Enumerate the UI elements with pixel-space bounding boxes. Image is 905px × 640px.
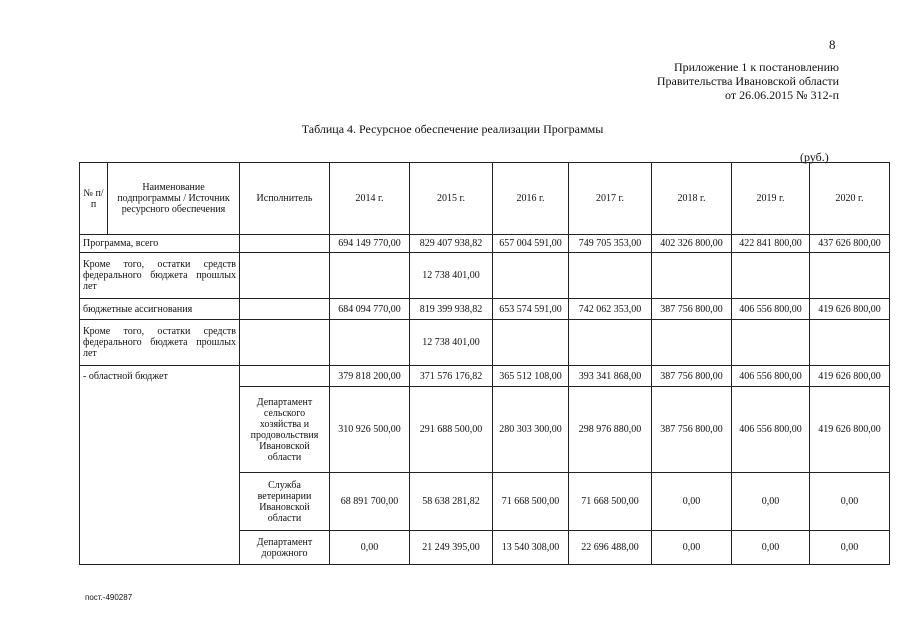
row-name: бюджетные ассигнования — [80, 299, 240, 320]
table-row — [80, 253, 890, 299]
row-executor — [240, 253, 330, 299]
value-cell: 21 249 395,00 — [410, 531, 493, 565]
value-cell: 0,00 — [810, 531, 890, 565]
value-cell: 0,00 — [652, 531, 732, 565]
table-row — [80, 366, 890, 387]
value-cell — [493, 320, 569, 366]
row-executor: Департамент дорожного — [240, 531, 330, 565]
value-cell: 829 407 938,82 — [410, 235, 493, 253]
unit-label: (руб.) — [800, 150, 829, 164]
value-cell: 393 341 868,00 — [569, 366, 652, 387]
value-cell: 71 668 500,00 — [569, 473, 652, 531]
row-executor — [240, 235, 330, 253]
approval-line-2: Правительства Ивановской области — [656, 74, 839, 88]
row-executor — [240, 299, 330, 320]
footer-code: пост.-490287 — [85, 593, 133, 602]
table-row — [80, 299, 890, 320]
header-year: 2018 г. — [652, 163, 732, 235]
header-year: 2017 г. — [569, 163, 652, 235]
value-cell: 406 556 800,00 — [732, 366, 810, 387]
header-year: 2015 г. — [410, 163, 493, 235]
value-cell: 0,00 — [810, 473, 890, 531]
approval-line-1: Приложение 1 к постановлению — [673, 60, 839, 74]
table-row — [80, 320, 890, 366]
value-cell: 71 668 500,00 — [493, 473, 569, 531]
value-cell: 406 556 800,00 — [732, 387, 810, 473]
value-cell — [652, 253, 732, 299]
value-cell: 68 891 700,00 — [330, 473, 410, 531]
value-cell — [569, 320, 652, 366]
value-cell — [493, 253, 569, 299]
value-cell: 402 326 800,00 — [652, 235, 732, 253]
value-cell: 0,00 — [652, 473, 732, 531]
value-cell: 684 094 770,00 — [330, 299, 410, 320]
value-cell: 12 738 401,00 — [410, 253, 493, 299]
value-cell: 387 756 800,00 — [652, 299, 732, 320]
header-year: 2019 г. — [732, 163, 810, 235]
value-cell: 0,00 — [330, 531, 410, 565]
value-cell: 422 841 800,00 — [732, 235, 810, 253]
value-cell: 58 638 281,82 — [410, 473, 493, 531]
header-year: 2014 г. — [330, 163, 410, 235]
row-executor: Департамент сельского хозяйства и продовольствия Ивановской области — [240, 387, 330, 473]
page-number: 8 — [829, 37, 836, 52]
value-cell: 749 705 353,00 — [569, 235, 652, 253]
row-name: - областной бюджет — [80, 366, 240, 387]
row-name: Кроме того, остатки средств федерального бюджета прошлых лет — [80, 253, 240, 299]
row-name: Кроме того, остатки средств федерального бюджета прошлых лет — [80, 320, 240, 366]
value-cell: 387 756 800,00 — [652, 366, 732, 387]
value-cell: 819 399 938,82 — [410, 299, 493, 320]
value-cell: 310 926 500,00 — [330, 387, 410, 473]
row-executor: Служба ветеринарии Ивановской области — [240, 473, 330, 531]
value-cell: 298 976 880,00 — [569, 387, 652, 473]
value-cell — [652, 320, 732, 366]
value-cell — [330, 253, 410, 299]
value-cell: 371 576 176,82 — [410, 366, 493, 387]
table-title: Таблица 4. Ресурсное обеспечение реализации Программы — [301, 122, 604, 136]
header-row — [80, 163, 890, 235]
value-cell — [569, 253, 652, 299]
value-cell — [732, 253, 810, 299]
row-executor — [240, 320, 330, 366]
value-cell: 13 540 308,00 — [493, 531, 569, 565]
value-cell: 365 512 108,00 — [493, 366, 569, 387]
value-cell: 12 738 401,00 — [410, 320, 493, 366]
header-num: № п/п — [80, 163, 108, 235]
value-cell — [330, 320, 410, 366]
resource-table — [79, 162, 890, 565]
value-cell: 437 626 800,00 — [810, 235, 890, 253]
value-cell: 419 626 800,00 — [810, 366, 890, 387]
row-executor — [240, 366, 330, 387]
value-cell: 280 303 300,00 — [493, 387, 569, 473]
row-name: Программа, всего — [80, 235, 240, 253]
value-cell: 0,00 — [732, 473, 810, 531]
row-name — [80, 387, 240, 565]
header-executor: Исполнитель — [240, 163, 330, 235]
value-cell: 694 149 770,00 — [330, 235, 410, 253]
header-year: 2020 г. — [810, 163, 890, 235]
value-cell: 22 696 488,00 — [569, 531, 652, 565]
value-cell: 406 556 800,00 — [732, 299, 810, 320]
value-cell: 653 574 591,00 — [493, 299, 569, 320]
value-cell: 387 756 800,00 — [652, 387, 732, 473]
header-name: Наименование подпрограммы / Источник ресурсного обеспечения — [108, 163, 240, 235]
value-cell: 419 626 800,00 — [810, 299, 890, 320]
value-cell — [810, 253, 890, 299]
approval-note — [559, 60, 839, 102]
table-row — [80, 387, 890, 473]
table-row — [80, 235, 890, 253]
value-cell — [810, 320, 890, 366]
value-cell: 0,00 — [732, 531, 810, 565]
value-cell — [732, 320, 810, 366]
approval-line-3: от 26.06.2015 № 312-п — [725, 88, 839, 102]
value-cell: 419 626 800,00 — [810, 387, 890, 473]
value-cell: 379 818 200,00 — [330, 366, 410, 387]
header-year: 2016 г. — [493, 163, 569, 235]
value-cell: 291 688 500,00 — [410, 387, 493, 473]
value-cell: 657 004 591,00 — [493, 235, 569, 253]
value-cell: 742 062 353,00 — [569, 299, 652, 320]
